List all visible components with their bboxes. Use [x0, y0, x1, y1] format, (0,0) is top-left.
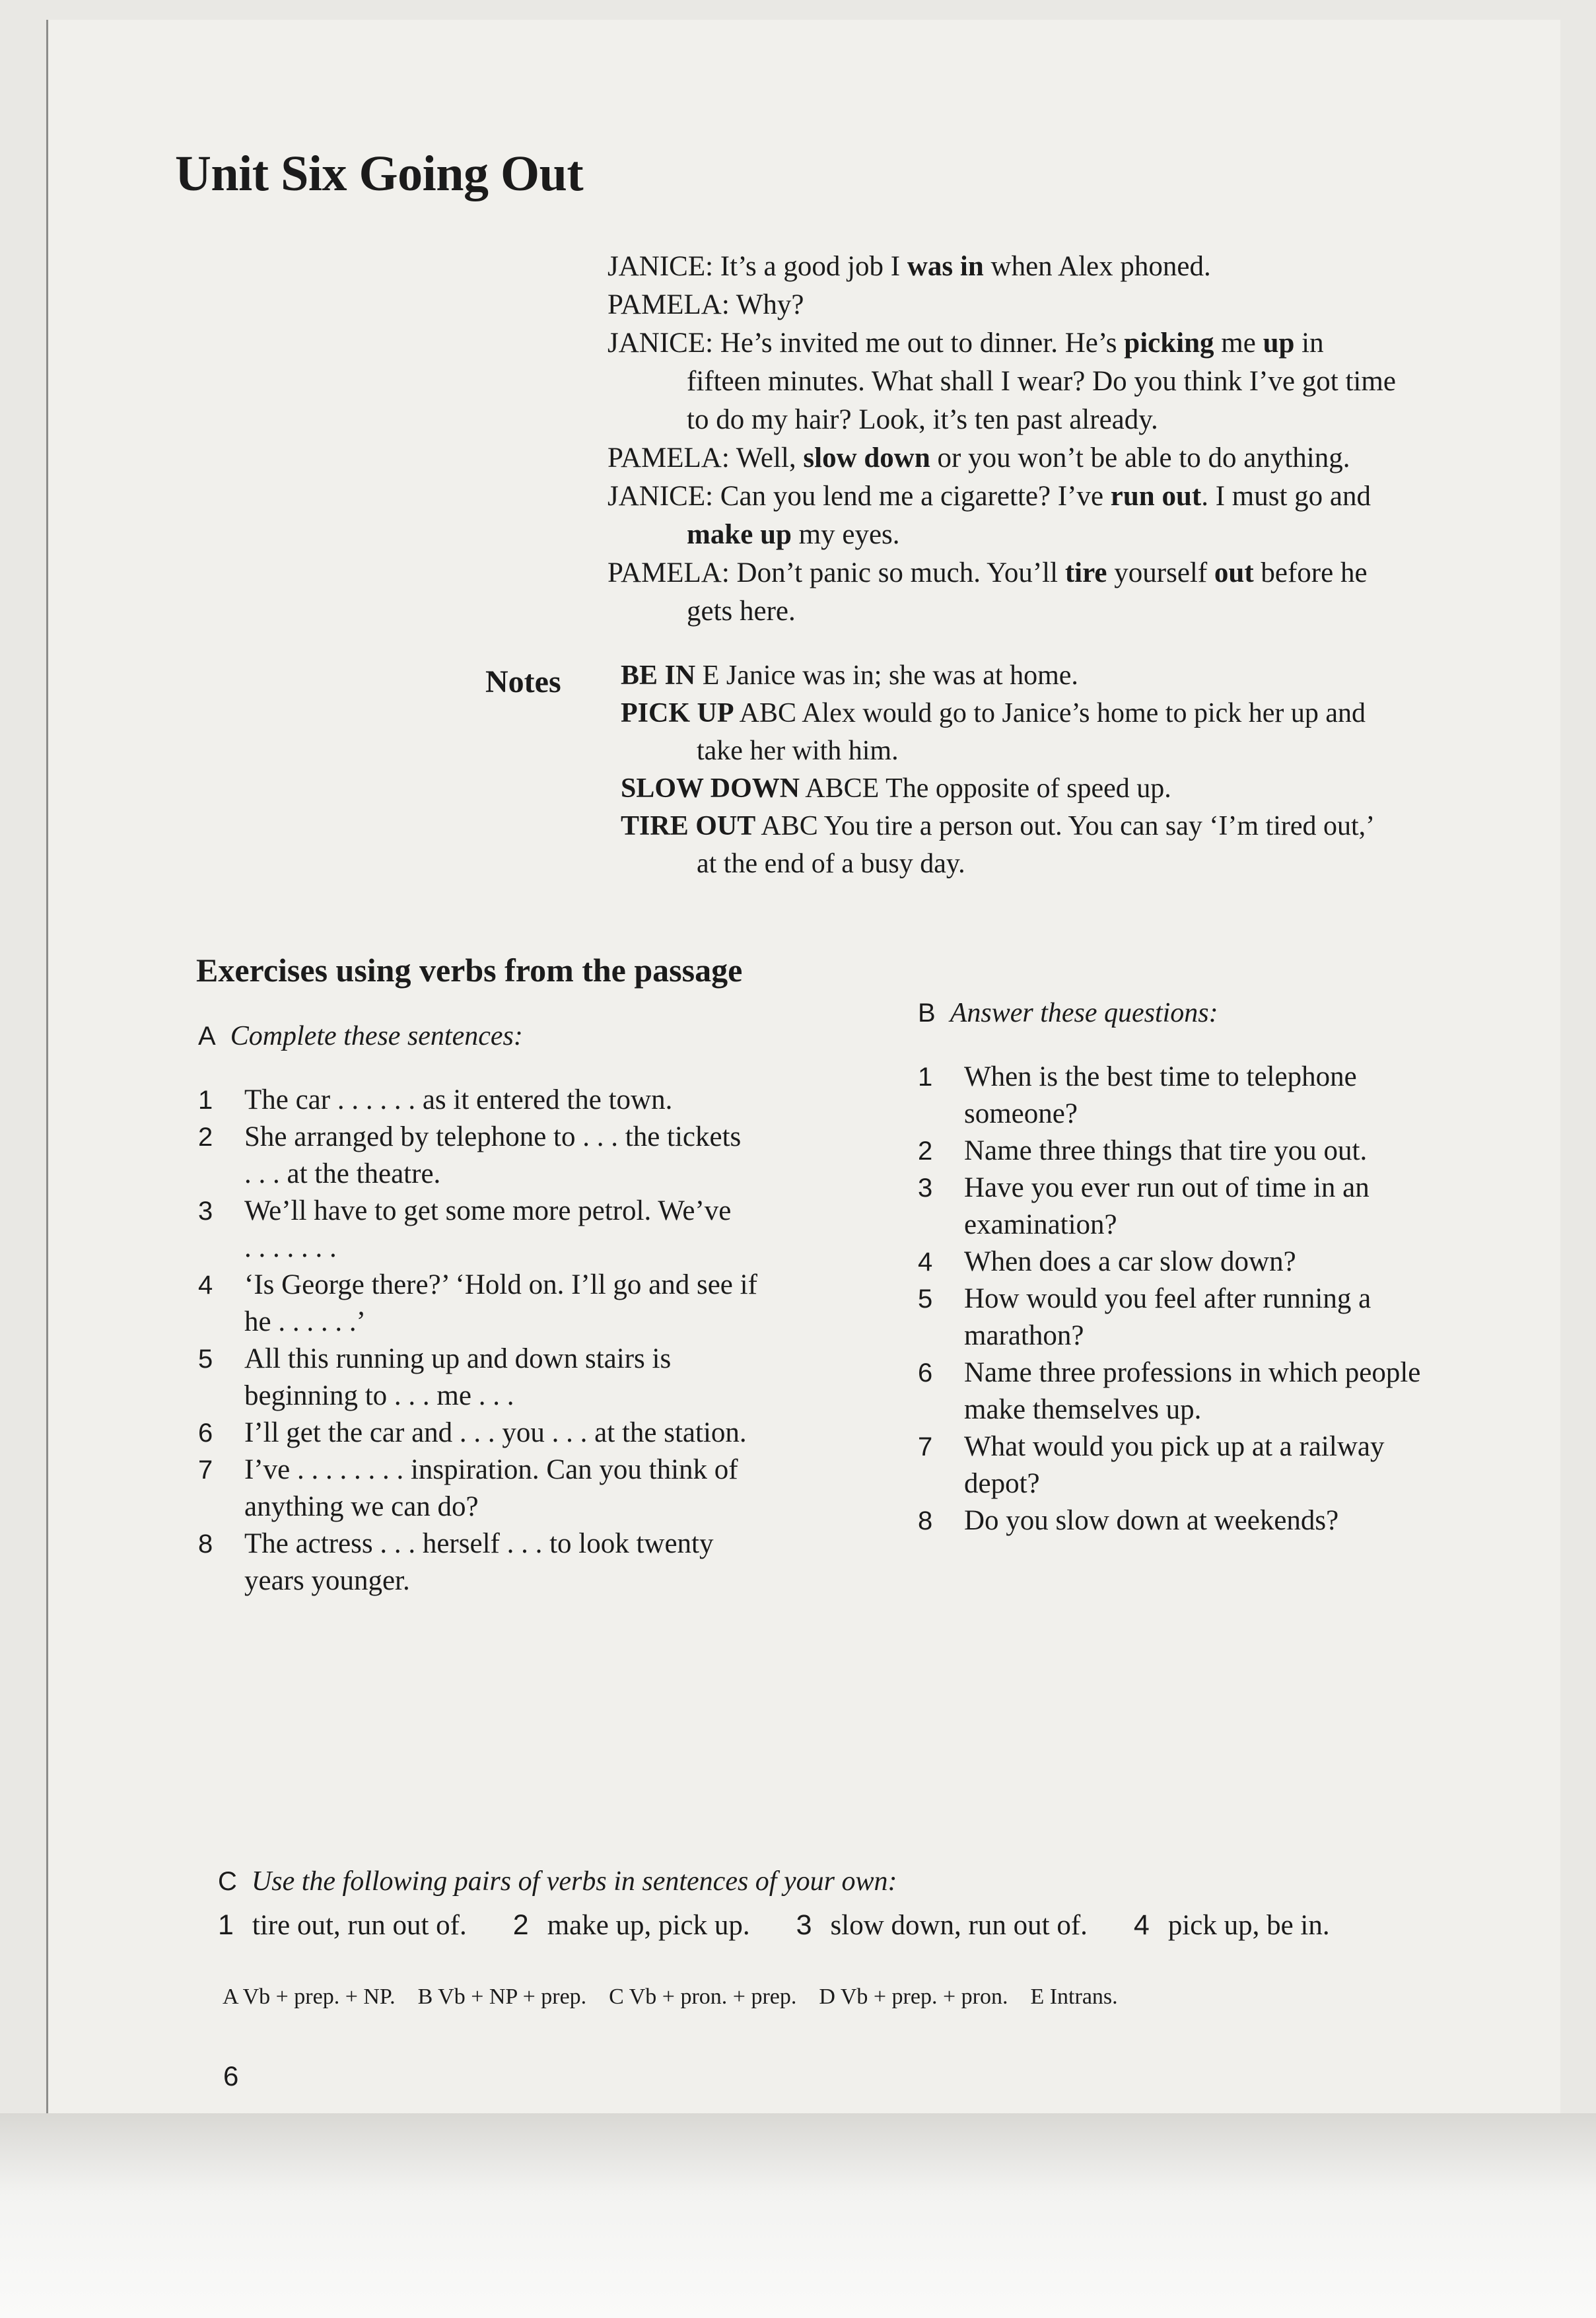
section-b-item-text: Name three things that tire you out. [964, 1135, 1368, 1166]
key-entry: B Vb + NP + prep. [417, 1984, 587, 2009]
section-a-item-number: 3 [198, 1197, 213, 1226]
note-entry-continued: take her with him. [697, 736, 899, 766]
note-entry: SLOW DOWN ABCE The opposite of speed up. [621, 773, 1171, 804]
section-a-item-number: 4 [198, 1271, 213, 1300]
section-a-item-number: 6 [198, 1419, 213, 1448]
section-b-item-number: 5 [918, 1284, 933, 1314]
section-a-item-text: All this running up and down stairs is beginning to . . . me . . . [244, 1343, 672, 1411]
section-a-item-text: ‘Is George there?’ ‘Hold on. I’ll go and see if he . . . . . .’ [244, 1269, 757, 1337]
section-a-item-number: 8 [198, 1529, 213, 1559]
verb-pair-text: make up, pick up. [547, 1910, 750, 1941]
dialogue-line: JANICE: He’s invited me out to dinner. He’s picking me up in fifteen minutes. What shall I wear? Do you think I’ve got time to do my hair? Look, it’s ten past already. [607, 324, 1545, 439]
key-entry: C Vb + pron. + prep. [609, 1984, 797, 2009]
section-a-item-text: The actress . . . herself . . . to look twenty years younger. [244, 1528, 714, 1596]
page-number: 6 [223, 2060, 239, 2091]
section-b-item-number: 7 [918, 1432, 933, 1461]
section-b-item-text: How would you feel after running a marathon? [964, 1283, 1371, 1351]
section-b-item-number: 4 [918, 1247, 933, 1277]
key-entry: D Vb + prep. + pron. [819, 1984, 1008, 2009]
verb-pair-number: 4 [1133, 1909, 1150, 1941]
section-a-item [198, 1267, 872, 1341]
section-a [198, 1020, 872, 1599]
section-b-item [918, 1428, 1545, 1502]
section-c-pairs [218, 1909, 1572, 1942]
dialogue-line-continued: gets here. [687, 596, 796, 627]
section-b-item [918, 1354, 1545, 1428]
section-a-item [198, 1415, 872, 1452]
section-a-item-number: 2 [198, 1123, 213, 1152]
section-a-item-text: We’ll have to get some more petrol. We’ve . . . . . . . [244, 1195, 732, 1263]
section-a-item [198, 1341, 872, 1415]
dialogue-line: JANICE: It’s a good job I was in when Alex phoned. [607, 251, 1211, 282]
section-b-item-text: When does a car slow down? [964, 1246, 1296, 1277]
verb-pair-number: 1 [218, 1909, 234, 1941]
dialogue-line-continued: to do my hair? Look, it’s ten past already. [687, 404, 1158, 435]
verb-pair-number: 3 [796, 1909, 812, 1941]
section-a-item-text: The car . . . . . . as it entered the town. [244, 1084, 673, 1115]
key-entry: E Intrans. [1030, 1984, 1118, 2009]
section-b-item [918, 1502, 1545, 1539]
dialogue-line-continued: make up my eyes. [687, 519, 900, 550]
section-a-instruction: A Complete these sentences: [198, 1021, 523, 1051]
section-a-item-text: I’ve . . . . . . . . inspiration. Can you think of anything we can do? [244, 1454, 738, 1522]
verb-pair-text: pick up, be in. [1167, 1910, 1330, 1941]
section-b-item [918, 1170, 1545, 1244]
section-a-item-text: She arranged by telephone to . . . the tickets . . . at the theatre. [244, 1121, 742, 1189]
section-a-item-text: I’ll get the car and . . . you . . . at the station. [244, 1417, 747, 1448]
dialogue-line: PAMELA: Don’t panic so much. You’ll tire yourself out before he gets here. [607, 554, 1545, 631]
dialogue-line-continued: fifteen minutes. What shall I wear? Do you think I’ve got time [687, 366, 1396, 397]
section-b-item [918, 1059, 1545, 1133]
section-a-item [198, 1452, 872, 1526]
section-b-item-text: Name three professions in which people make themselves up. [964, 1357, 1421, 1425]
exercises-title: Exercises using verbs from the passage [196, 952, 743, 989]
scan-background [0, 2113, 1596, 2318]
section-b [918, 997, 1545, 1539]
section-b-item [918, 1281, 1545, 1354]
section-b-item-number: 8 [918, 1506, 933, 1535]
section-b-item [918, 1133, 1545, 1170]
dialogue-line: PAMELA: Why? [607, 289, 804, 320]
section-b-instruction: B Answer these questions: [918, 998, 1218, 1028]
section-b-item-text: Do you slow down at weekends? [964, 1505, 1339, 1536]
verb-pair [1134, 1909, 1330, 1942]
section-b-item-number: 1 [918, 1063, 933, 1092]
section-a-item-number: 1 [198, 1086, 213, 1115]
verb-pair [218, 1909, 467, 1942]
notes-heading: Notes [485, 664, 561, 699]
note-entry-continued: at the end of a busy day. [697, 849, 965, 879]
note-entry: PICK UP ABC Alex would go to Janice’s home to pick her up and take her with him. [621, 695, 1539, 770]
section-b-item-text: When is the best time to telephone someone? [964, 1061, 1357, 1129]
section-b-item-number: 6 [918, 1358, 933, 1387]
section-a-item [198, 1193, 872, 1267]
section-a-item [198, 1526, 872, 1599]
section-a-item [198, 1119, 872, 1193]
section-b-item-text: What would you pick up at a railway depot? [964, 1431, 1385, 1499]
section-a-item [198, 1082, 872, 1119]
section-b-item-text: Have you ever run out of time in an examination? [964, 1172, 1370, 1240]
verb-pattern-key [223, 1984, 1140, 2010]
section-a-item-number: 5 [198, 1345, 213, 1374]
dialogue-line: JANICE: Can you lend me a cigarette? I’ve run out. I must go and make up my eyes. [607, 477, 1545, 554]
section-c-instruction: C Use the following pairs of verbs in sentences of your own: [218, 1866, 897, 1897]
notes-list [485, 657, 1548, 883]
dialogue-passage [607, 248, 1545, 631]
verb-pair-text: slow down, run out of. [830, 1910, 1088, 1941]
section-b-item-number: 2 [918, 1137, 933, 1166]
verb-pair-text: tire out, run out of. [252, 1910, 467, 1941]
verb-pair-number: 2 [512, 1909, 529, 1941]
section-b-list [918, 1059, 1545, 1539]
dialogue-line: PAMELA: Well, slow down or you won’t be able to do anything. [607, 442, 1350, 474]
page-title: Unit Six Going Out [175, 146, 584, 201]
note-entry: TIRE OUT ABC You tire a person out. You can say ‘I’m tired out,’ at the end of a busy day. [621, 808, 1539, 883]
key-entry: A Vb + prep. + NP. [223, 1984, 396, 2009]
section-b-item-number: 3 [918, 1174, 933, 1203]
verb-pair [796, 1909, 1088, 1942]
section-b-item [918, 1244, 1545, 1281]
section-a-list [198, 1082, 872, 1599]
verb-pair [513, 1909, 750, 1942]
section-c [218, 1866, 1572, 1942]
section-a-item-number: 7 [198, 1456, 213, 1485]
note-entry: BE IN E Janice was in; she was at home. [621, 660, 1078, 691]
notes-section [485, 657, 1548, 883]
